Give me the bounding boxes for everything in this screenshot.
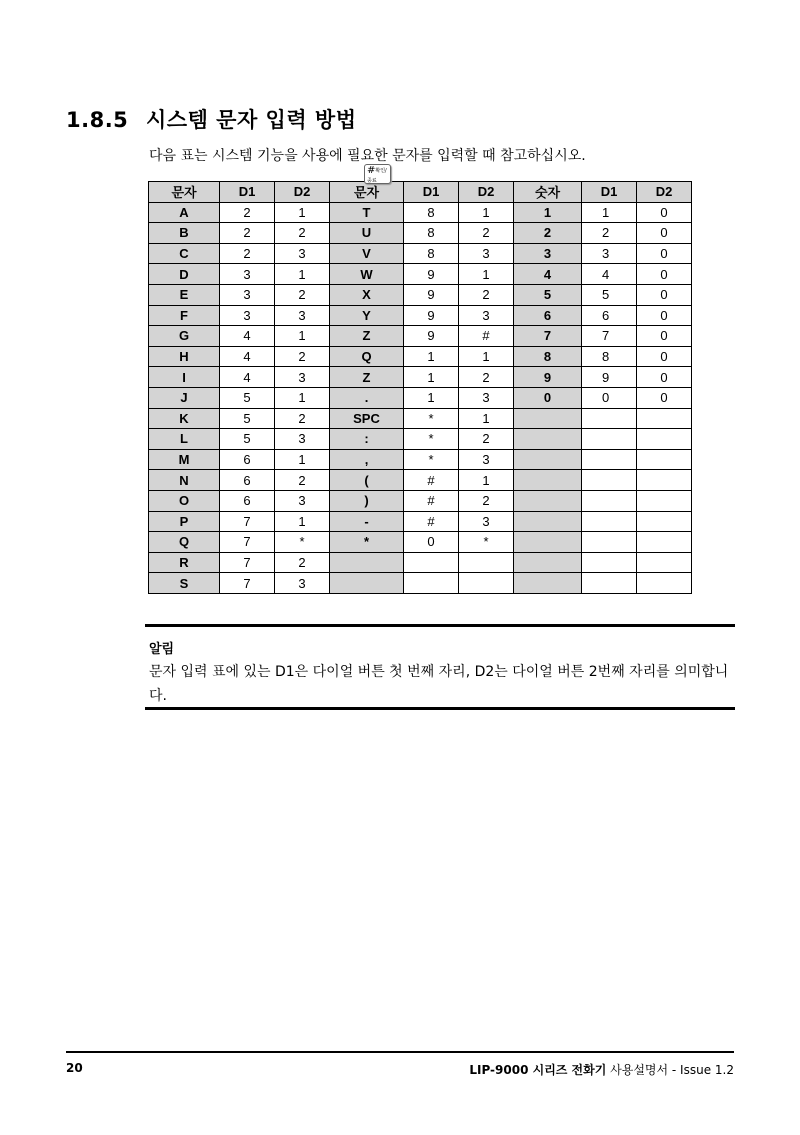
table-cell: 0: [637, 305, 692, 326]
table-cell: 2: [275, 223, 330, 244]
table-cell: 1: [459, 346, 514, 367]
table-cell: [459, 552, 514, 573]
footer-rule: [66, 1051, 734, 1053]
table-row: [149, 552, 692, 573]
table-cell: 9: [582, 367, 637, 388]
table-cell: [514, 470, 582, 491]
table-cell: 8: [404, 202, 459, 223]
table-cell: 6: [582, 305, 637, 326]
table-cell: 1: [275, 387, 330, 408]
table-cell: 6: [220, 470, 275, 491]
table-row: [149, 408, 692, 429]
table-cell: 1: [404, 346, 459, 367]
table-row: [149, 532, 692, 553]
table-cell: 0: [637, 284, 692, 305]
table-cell: 9: [404, 284, 459, 305]
table-row: [149, 223, 692, 244]
table-cell: 2: [275, 284, 330, 305]
table-header-cell: D2: [637, 182, 692, 203]
table-cell: [637, 470, 692, 491]
table-cell: R: [149, 552, 220, 573]
table-cell: Z: [330, 367, 404, 388]
table-cell: 3: [275, 305, 330, 326]
table-cell: 7: [582, 326, 637, 347]
table-cell: 2: [459, 429, 514, 450]
table-cell: #: [404, 490, 459, 511]
table-cell: 3: [582, 243, 637, 264]
table-row: [149, 511, 692, 532]
table-cell: [637, 490, 692, 511]
hash-key-symbol: #: [367, 165, 376, 176]
table-cell: 3: [275, 367, 330, 388]
table-cell: [637, 532, 692, 553]
section-heading: [66, 104, 357, 134]
table-cell: 8: [514, 346, 582, 367]
note-bottom-rule: [145, 707, 735, 710]
table-header-cell: D2: [459, 182, 514, 203]
table-cell: V: [330, 243, 404, 264]
table-cell: 2: [459, 490, 514, 511]
table-cell: 0: [637, 326, 692, 347]
table-cell: #: [404, 470, 459, 491]
table-cell: [514, 552, 582, 573]
table-cell: 1: [275, 449, 330, 470]
table-cell: N: [149, 470, 220, 491]
table-cell: 4: [582, 264, 637, 285]
table-cell: 5: [582, 284, 637, 305]
section-number: 1.8.5: [66, 108, 129, 132]
table-cell: 2: [220, 223, 275, 244]
table-cell: [637, 429, 692, 450]
table-cell: *: [404, 429, 459, 450]
table-cell: 2: [275, 470, 330, 491]
table-cell: 0: [637, 202, 692, 223]
note-text: 문자 입력 표에 있는 D1은 다이얼 버튼 첫 번째 자리, D2는 다이얼 버튼 2번째 자리를 의미합니다.: [149, 664, 729, 704]
table-cell: 6: [220, 490, 275, 511]
table-cell: 3: [459, 449, 514, 470]
table-cell: [582, 552, 637, 573]
table-cell: Q: [330, 346, 404, 367]
table-cell: O: [149, 490, 220, 511]
table-cell: 1: [404, 387, 459, 408]
table-cell: SPC: [330, 408, 404, 429]
table-cell: 1: [459, 408, 514, 429]
table-cell: 7: [220, 573, 275, 594]
table-cell: 2: [275, 552, 330, 573]
table-cell: [514, 408, 582, 429]
table-cell: *: [330, 532, 404, 553]
table-cell: 2: [514, 223, 582, 244]
page-number: 20: [66, 1061, 83, 1075]
table-cell: 7: [220, 552, 275, 573]
table-cell: *: [459, 532, 514, 553]
table-cell: #: [404, 511, 459, 532]
table-cell: 4: [514, 264, 582, 285]
character-input-table: [148, 181, 692, 594]
table-cell: (: [330, 470, 404, 491]
table-row: [149, 284, 692, 305]
table-cell: 0: [582, 387, 637, 408]
table-row: [149, 305, 692, 326]
table-cell: ,: [330, 449, 404, 470]
section-title: 시스템 문자 입력 방법: [146, 108, 357, 132]
table-cell: 1: [459, 202, 514, 223]
table-cell: 1: [404, 367, 459, 388]
table-body: [149, 202, 692, 593]
table-cell: 5: [220, 429, 275, 450]
table-cell: 3: [275, 429, 330, 450]
table-cell: [582, 470, 637, 491]
footer-doc-suffix: 사용설명서 - Issue 1.2: [606, 1063, 734, 1077]
table-cell: 3: [459, 387, 514, 408]
table-cell: 0: [637, 346, 692, 367]
table-cell: *: [404, 449, 459, 470]
table-cell: 7: [220, 532, 275, 553]
table-cell: [514, 573, 582, 594]
table-cell: 0: [637, 387, 692, 408]
table-cell: Z: [330, 326, 404, 347]
table-cell: 0: [514, 387, 582, 408]
table-cell: 9: [514, 367, 582, 388]
table-cell: 0: [404, 532, 459, 553]
table-cell: 5: [514, 284, 582, 305]
hash-key-icon: [364, 164, 391, 184]
table-cell: 3: [459, 511, 514, 532]
table-cell: 1: [514, 202, 582, 223]
table-cell: 7: [220, 511, 275, 532]
table-cell: J: [149, 387, 220, 408]
table-cell: X: [330, 284, 404, 305]
table-cell: [582, 511, 637, 532]
table-cell: 9: [404, 326, 459, 347]
table-cell: 8: [582, 346, 637, 367]
footer-doc-title: [469, 1061, 734, 1078]
table-row: [149, 243, 692, 264]
table-cell: 3: [220, 284, 275, 305]
table-row: [149, 367, 692, 388]
table-cell: ): [330, 490, 404, 511]
table-cell: Q: [149, 532, 220, 553]
table-cell: [459, 573, 514, 594]
table-cell: H: [149, 346, 220, 367]
table-cell: 0: [637, 367, 692, 388]
table-cell: 3: [459, 243, 514, 264]
table-cell: 2: [459, 367, 514, 388]
table-cell: I: [149, 367, 220, 388]
table-cell: 1: [275, 264, 330, 285]
table-cell: L: [149, 429, 220, 450]
note-label: 알림: [149, 642, 175, 657]
note-top-rule: [145, 624, 735, 627]
table-header-cell: D1: [404, 182, 459, 203]
table-cell: [582, 408, 637, 429]
table-row: [149, 326, 692, 347]
table-cell: U: [330, 223, 404, 244]
table-row: [149, 346, 692, 367]
table-row: [149, 470, 692, 491]
table-cell: 2: [275, 346, 330, 367]
table-cell: 3: [220, 264, 275, 285]
table-cell: 3: [459, 305, 514, 326]
table-cell: 3: [514, 243, 582, 264]
table-cell: 9: [404, 264, 459, 285]
table-cell: [582, 449, 637, 470]
table-header-cell: D1: [582, 182, 637, 203]
table-row: [149, 264, 692, 285]
table-cell: 4: [220, 346, 275, 367]
table-cell: [582, 573, 637, 594]
table-cell: [582, 532, 637, 553]
table-cell: [582, 429, 637, 450]
table-cell: 2: [275, 408, 330, 429]
table-cell: .: [330, 387, 404, 408]
table-cell: [582, 490, 637, 511]
table-cell: 1: [582, 202, 637, 223]
table-cell: [637, 408, 692, 429]
table-cell: 3: [220, 305, 275, 326]
table-cell: 0: [637, 264, 692, 285]
table-cell: 9: [404, 305, 459, 326]
table-cell: 3: [275, 243, 330, 264]
table-cell: 1: [275, 511, 330, 532]
table-header-cell: D1: [220, 182, 275, 203]
table-cell: C: [149, 243, 220, 264]
intro-text: 다음 표는 시스템 기능을 사용에 필요한 문자를 입력할 때 참고하십시오.: [149, 148, 586, 164]
table-cell: [330, 552, 404, 573]
table-cell: 2: [459, 284, 514, 305]
table-cell: M: [149, 449, 220, 470]
table-cell: 3: [275, 490, 330, 511]
table-row: [149, 573, 692, 594]
table-cell: 0: [637, 223, 692, 244]
table-row: [149, 429, 692, 450]
table-cell: [514, 429, 582, 450]
table-cell: 5: [220, 387, 275, 408]
table-cell: W: [330, 264, 404, 285]
table-cell: B: [149, 223, 220, 244]
table-cell: 2: [582, 223, 637, 244]
table-cell: [514, 449, 582, 470]
table-cell: 2: [220, 202, 275, 223]
table-cell: 6: [220, 449, 275, 470]
table-cell: 1: [275, 202, 330, 223]
table-header-cell: D2: [275, 182, 330, 203]
table-header-row: [149, 182, 692, 203]
table-header-cell: 문자: [149, 182, 220, 203]
table-cell: [514, 532, 582, 553]
table-header-cell: 문자: [330, 182, 404, 203]
table-cell: 8: [404, 243, 459, 264]
table-cell: T: [330, 202, 404, 223]
table-cell: [404, 552, 459, 573]
table-cell: S: [149, 573, 220, 594]
table-cell: -: [330, 511, 404, 532]
table-cell: 1: [275, 326, 330, 347]
table-cell: 6: [514, 305, 582, 326]
table-cell: #: [459, 326, 514, 347]
table-row: [149, 490, 692, 511]
table-cell: [404, 573, 459, 594]
table-cell: 5: [220, 408, 275, 429]
table-cell: 8: [404, 223, 459, 244]
table-cell: E: [149, 284, 220, 305]
table-cell: 0: [637, 243, 692, 264]
table-cell: [637, 573, 692, 594]
table-row: [149, 202, 692, 223]
table-cell: [637, 552, 692, 573]
table-cell: [514, 490, 582, 511]
table-header-cell: 숫자: [514, 182, 582, 203]
table-cell: [330, 573, 404, 594]
table-cell: G: [149, 326, 220, 347]
table-cell: 3: [275, 573, 330, 594]
table-cell: *: [275, 532, 330, 553]
table-cell: 2: [220, 243, 275, 264]
hash-key-sub: 확인/종료: [367, 168, 387, 184]
table-cell: K: [149, 408, 220, 429]
table-cell: D: [149, 264, 220, 285]
table-cell: [637, 511, 692, 532]
table-cell: [637, 449, 692, 470]
footer-doc-model: LIP-9000 시리즈 전화기: [469, 1063, 607, 1077]
table-cell: :: [330, 429, 404, 450]
table-cell: P: [149, 511, 220, 532]
table-cell: 7: [514, 326, 582, 347]
table-row: [149, 449, 692, 470]
table-cell: 4: [220, 326, 275, 347]
table-cell: *: [404, 408, 459, 429]
table-cell: 4: [220, 367, 275, 388]
table-cell: 1: [459, 470, 514, 491]
table-cell: 1: [459, 264, 514, 285]
table-cell: Y: [330, 305, 404, 326]
table-row: [149, 387, 692, 408]
table-cell: [514, 511, 582, 532]
table-cell: 2: [459, 223, 514, 244]
table-cell: F: [149, 305, 220, 326]
table-cell: A: [149, 202, 220, 223]
